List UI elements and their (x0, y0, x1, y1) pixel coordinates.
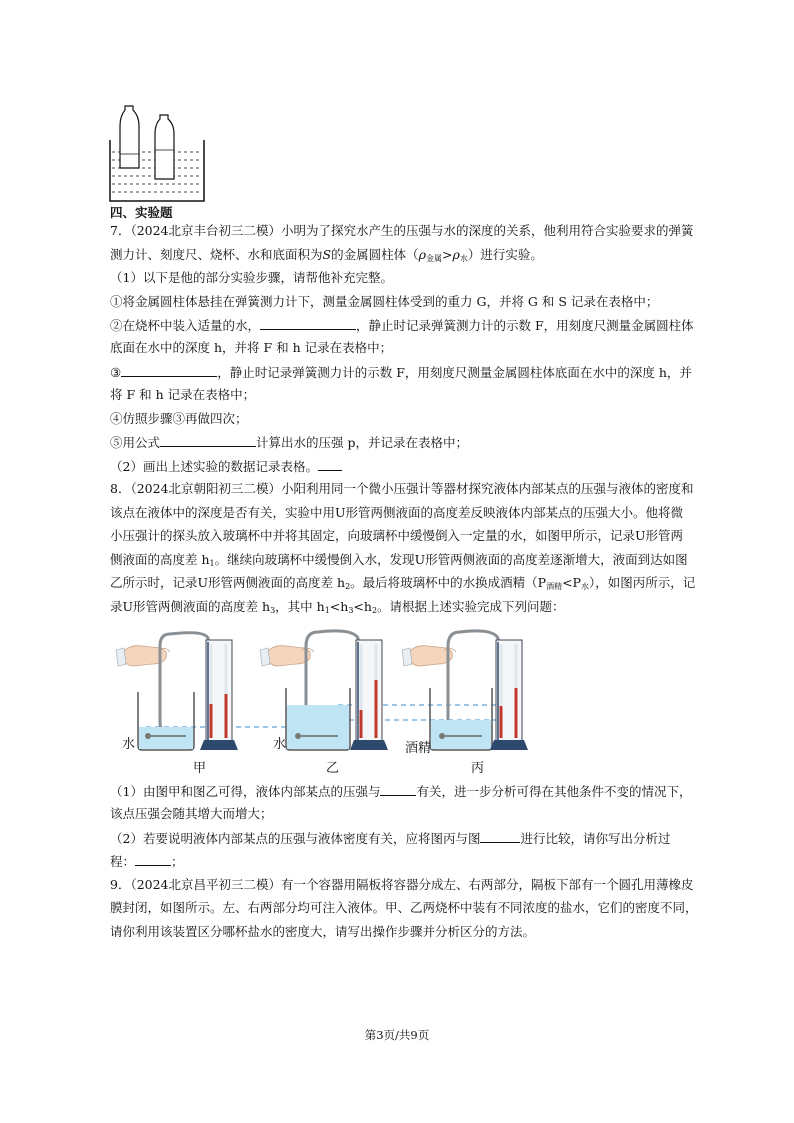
q9-line-2: 膜封闭，如图所示。左、右两部分均可注入液体。甲、乙两烧杯中装有不同浓度的盐水，它们的密度不同， (110, 900, 698, 915)
label-water-jia: 水 (122, 737, 136, 752)
q7-part2: （2）画出上述实验的数据记录表格。 (110, 458, 342, 475)
q8-line-4: 侧液面的高度差 $h_1$。继续向玻璃杯中缓慢倒入水，发现U形管两侧液面的高度差逐渐增大，液面到达如图 (110, 552, 688, 568)
bottles-in-tank-figure (108, 102, 208, 204)
q8-line-1: 8．（2024北京朝阳初三二模）小阳利用同一个微小压强计等器材探究液体内部某点的压强与液体的密度和 (110, 481, 694, 496)
q7-stem-line-1: 7．（2024北京丰台初三二模）小明为了探究水产生的压强与水的深度的关系，他利用符合实验要求的弹簧 (110, 223, 694, 238)
q7-step3-line-1: ③ ，静止时记录弹簧测力计的示数 F，用刻度尺测量金属圆柱体底面在水中的深度 h，并 (110, 365, 692, 380)
figure-label-bing: 丙 (471, 761, 485, 776)
figure-label-yi: 乙 (326, 761, 340, 776)
answer-blank[interactable] (135, 853, 171, 866)
q7-step3-line-2: 将 F 和 h 记录在表格中； (110, 387, 256, 402)
q8-line-3: 小压强计的探头放入玻璃杯中并将其固定，向玻璃杯中缓慢倒入一定量的水，如图甲所示，记录U形管两 (110, 528, 684, 543)
figure-label-jia: 甲 (193, 761, 207, 776)
q7-step1: ①将金属圆柱体悬挂在弹簧测力计下，测量金属圆柱体受到的重力 G，并将 G 和 S 记录在表格中； (110, 294, 659, 309)
q7-stem-line-2: 测力计、刻度尺、烧杯、水和底面积为S的金属圆柱体$(\rho_{金属}>\rho_水)$进行实验。 (110, 247, 543, 263)
q8-part1-line-1: （1）由图甲和图乙可得，液体内部某点的压强与 有关，进一步分析可得在其他条件不变的情况下， (110, 784, 692, 799)
q8-line-5: 乙所示时，记录U形管两侧液面的高度差 $h_2$。最后将玻璃杯中的水换成酒精$(P_{酒精}<P_水)$，如图丙所示，记 (110, 575, 696, 591)
q7-step2-line-2: 底面在水中的深度 h，并将 F 和 h 记录在表格中； (110, 340, 393, 355)
q8-line-2: 该点在液体中的深度是否有关，实验中用U形管两侧液面的高度差反映液体内部某点的压强大小。他将微 (110, 505, 684, 520)
answer-blank[interactable] (121, 364, 217, 377)
label-water-yi: 水 (273, 737, 287, 752)
q8-line-6: 录U形管两侧液面的高度差 $h_3$，其中 $h_1<h_3<h_2$。请根据上述实验完成下列问题： (110, 599, 565, 615)
answer-blank[interactable] (380, 783, 416, 796)
q7-step5: ⑤用公式 计算出水的压强 p，并记录在表格中； (110, 435, 468, 450)
page-footer: 第3页/共9页 (364, 1028, 430, 1042)
answer-blank[interactable] (160, 434, 256, 447)
q9-line-1: 9．（2024北京昌平初三二模）有一个容器用隔板将容器分成左、右两部分，隔板下部有一个圆孔用薄橡皮 (110, 877, 694, 892)
q8-part2-line-1: （2）若要说明液体内部某点的压强与液体密度有关，应将图丙与图 进行比较，请你写出分析过 (110, 831, 671, 846)
label-alcohol: 酒精 (405, 741, 432, 756)
answer-blank[interactable] (480, 830, 520, 843)
q8-part2-line-2: 程： ； (110, 854, 184, 869)
q9-line-3: 请你利用该装置区分哪杯盐水的密度大，请写出操作步骤并分析区分的方法。 (110, 924, 536, 939)
q7-part1: （1）以下是他的部分实验步骤，请帮他补充完整。 (110, 270, 393, 285)
section-title: 四、实验题 (110, 205, 173, 220)
pressure-gauge-figure (108, 622, 548, 756)
q7-step2-line-1: ②在烧杯中装入适量的水， ，静止时记录弹簧测力计的示数 F，用刻度尺测量金属圆柱体 (110, 318, 694, 333)
answer-blank[interactable] (318, 458, 342, 471)
setup-bing (402, 631, 528, 750)
q7-step4: ④仿照步骤③再做四次； (110, 411, 248, 426)
q8-part1-line-2: 该点压强会随其增大而增大； (110, 806, 273, 821)
answer-blank[interactable] (260, 317, 356, 330)
